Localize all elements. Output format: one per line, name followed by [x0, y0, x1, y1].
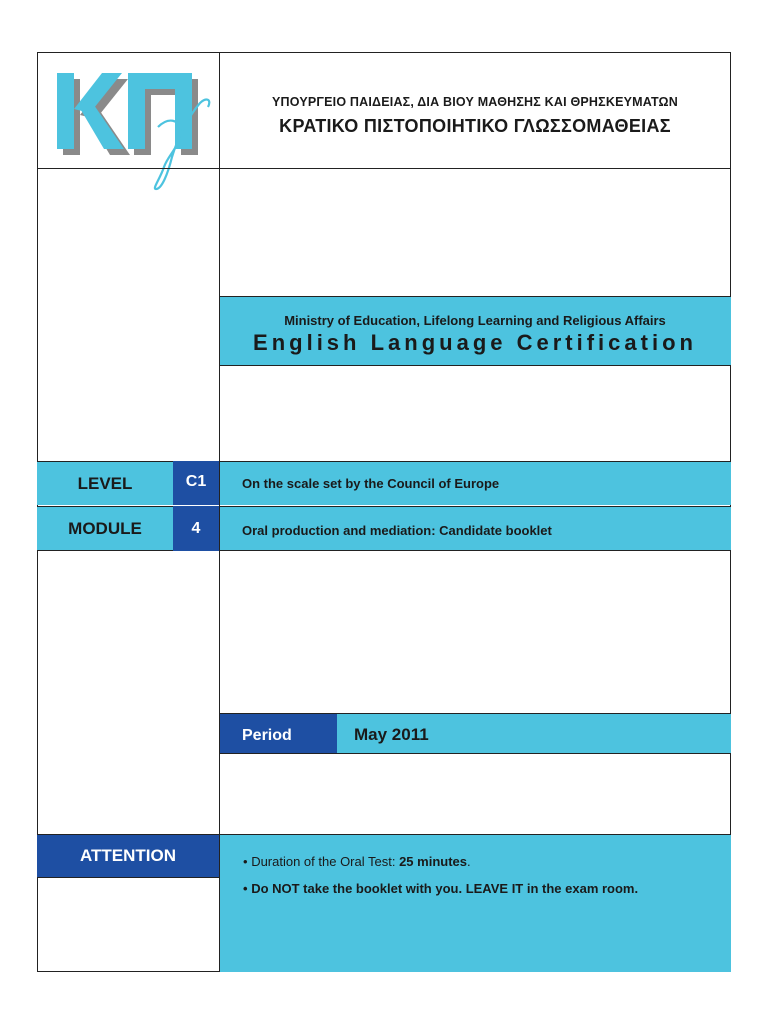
- duration-prefix: Duration of the Oral Test:: [251, 854, 400, 869]
- bullet-dot: •: [243, 854, 248, 869]
- level-label: LEVEL: [37, 461, 173, 505]
- booklet-warning: Do NOT take the booklet with you. LEAVE IT in the exam room.: [251, 881, 639, 896]
- certificate-greek: ΚΡΑΤΙΚΟ ΠΙΣΤΟΠΟΙΗΤΙΚΟ ΓΛΩΣΣΟΜΑΘΕΙΑΣ: [279, 116, 671, 136]
- attention-bullet-duration: [243, 854, 471, 869]
- period-label: Period: [220, 713, 337, 754]
- duration-suffix: .: [467, 854, 471, 869]
- certification-title: English Language Certification: [253, 330, 697, 355]
- module-value: 4: [173, 506, 219, 551]
- module-description: Oral production and mediation: Candidate booklet: [220, 506, 731, 551]
- kpg-logo: [40, 55, 216, 195]
- duration-value: 25 minutes: [399, 854, 467, 869]
- ministry-english: Ministry of Education, Lifelong Learning and Religious Affairs: [284, 313, 666, 328]
- bullet-dot: •: [243, 881, 248, 896]
- module-label: MODULE: [37, 506, 173, 551]
- level-value: C1: [173, 461, 219, 505]
- ministry-greek: ΥΠΟΥΡΓΕΙΟ ΠΑΙΔΕΙΑΣ, ΔΙΑ ΒΙΟΥ ΜΑΘΗΣΗΣ ΚΑΙ ΘΡΗΣΚΕΥΜΑΤΩΝ: [271, 95, 679, 109]
- attention-bullet-booklet: [243, 881, 638, 896]
- attention-label: ATTENTION: [37, 834, 219, 878]
- level-description: On the scale set by the Council of Europe: [220, 461, 731, 505]
- kpg-logo-graphic: [40, 55, 216, 195]
- period-value: May 2011: [337, 713, 731, 754]
- header-divider: [37, 168, 731, 169]
